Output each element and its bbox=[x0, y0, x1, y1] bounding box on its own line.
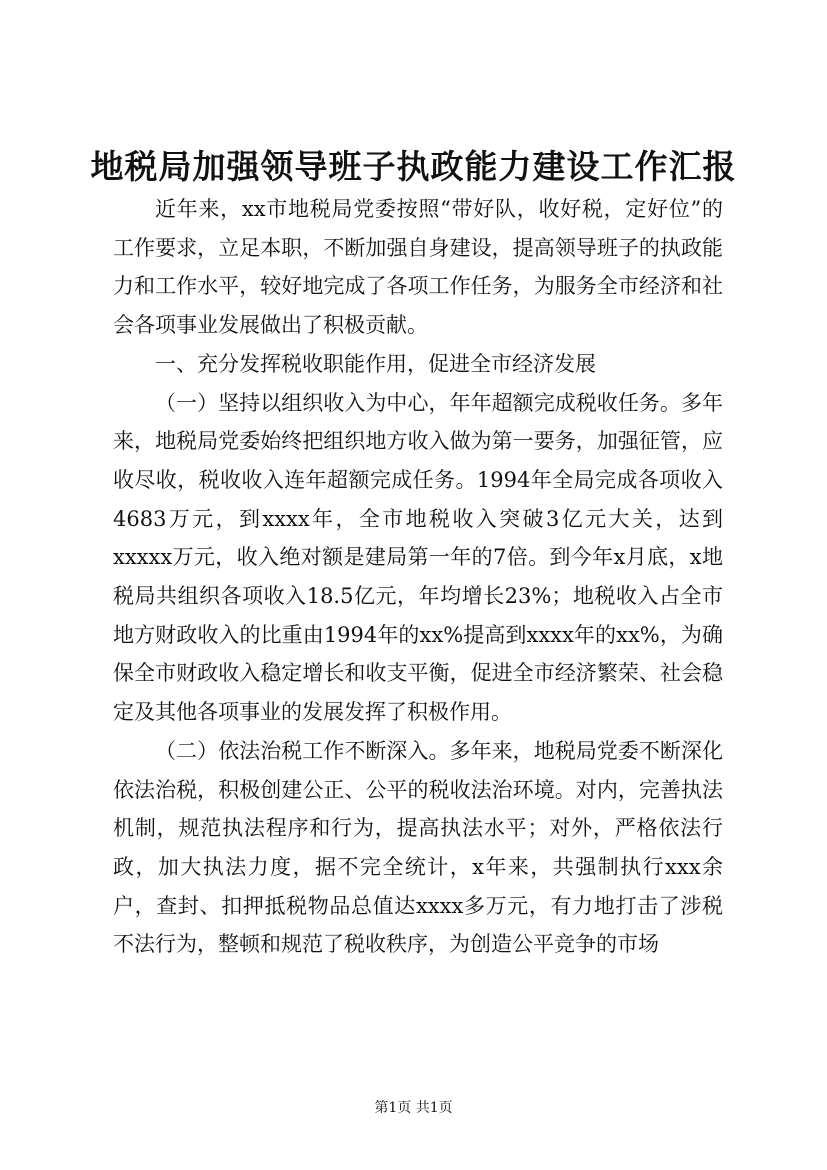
document-body bbox=[113, 190, 723, 964]
paragraph-rule-of-law: （二）依法治税工作不断深入。多年来，地税局党委不断深化依法治税，积极创建公正、公平的税收法治环境。对内，完善执法机制，规范执法程序和行为，提高执法水平；对外，严格依法行政，加大执法力度，据不完全统计，x年来，共强制执行xxx余户，查封、扣押抵税物品总值达xxxx多万元，有力地打击了涉税不法行为，整顿和规范了税收秩序，为创造公平竞争的市场 bbox=[113, 738, 723, 957]
document-title: 地税局加强领导班子执政能力建设工作汇报 bbox=[90, 147, 737, 186]
paragraph-revenue: （一）坚持以组织收入为中心，年年超额完成税收任务。多年来，地税局党委始终把组织地方收入做为第一要务，加强征管，应收尽收，税收收入连年超额完成任务。1994年全局完成各项收入4683万元，到xxxx年，全市地税收入突破3亿元大关，达到xxxxx万元，收入绝对额是建局第一年的7倍。到今年x月底，x地税局共组织各项收入18.5亿元，年均增长23%；地税收入占全市地方财政收入的比重由1994年的xx%提高到xxxx年的xx%，为确保全市财政收入稳定增长和收支平衡，促进全市经济繁荣、社会稳定及其他各项事业的发展发挥了积极作用。 bbox=[113, 390, 723, 725]
section-heading-1: 一、充分发挥税收职能作用，促进全市经济发展 bbox=[155, 351, 596, 376]
paragraph-intro: 近年来，xx市地税局党委按照“带好队，收好税，定好位”的工作要求，立足本职，不断加强自身建设，提高领导班子的执政能力和工作水平，较好地完成了各项工作任务，为服务全市经济和社会各项事业发展做出了积极贡献。 bbox=[113, 197, 723, 338]
page-number-footer: 第1页 共1页 bbox=[374, 1100, 453, 1116]
